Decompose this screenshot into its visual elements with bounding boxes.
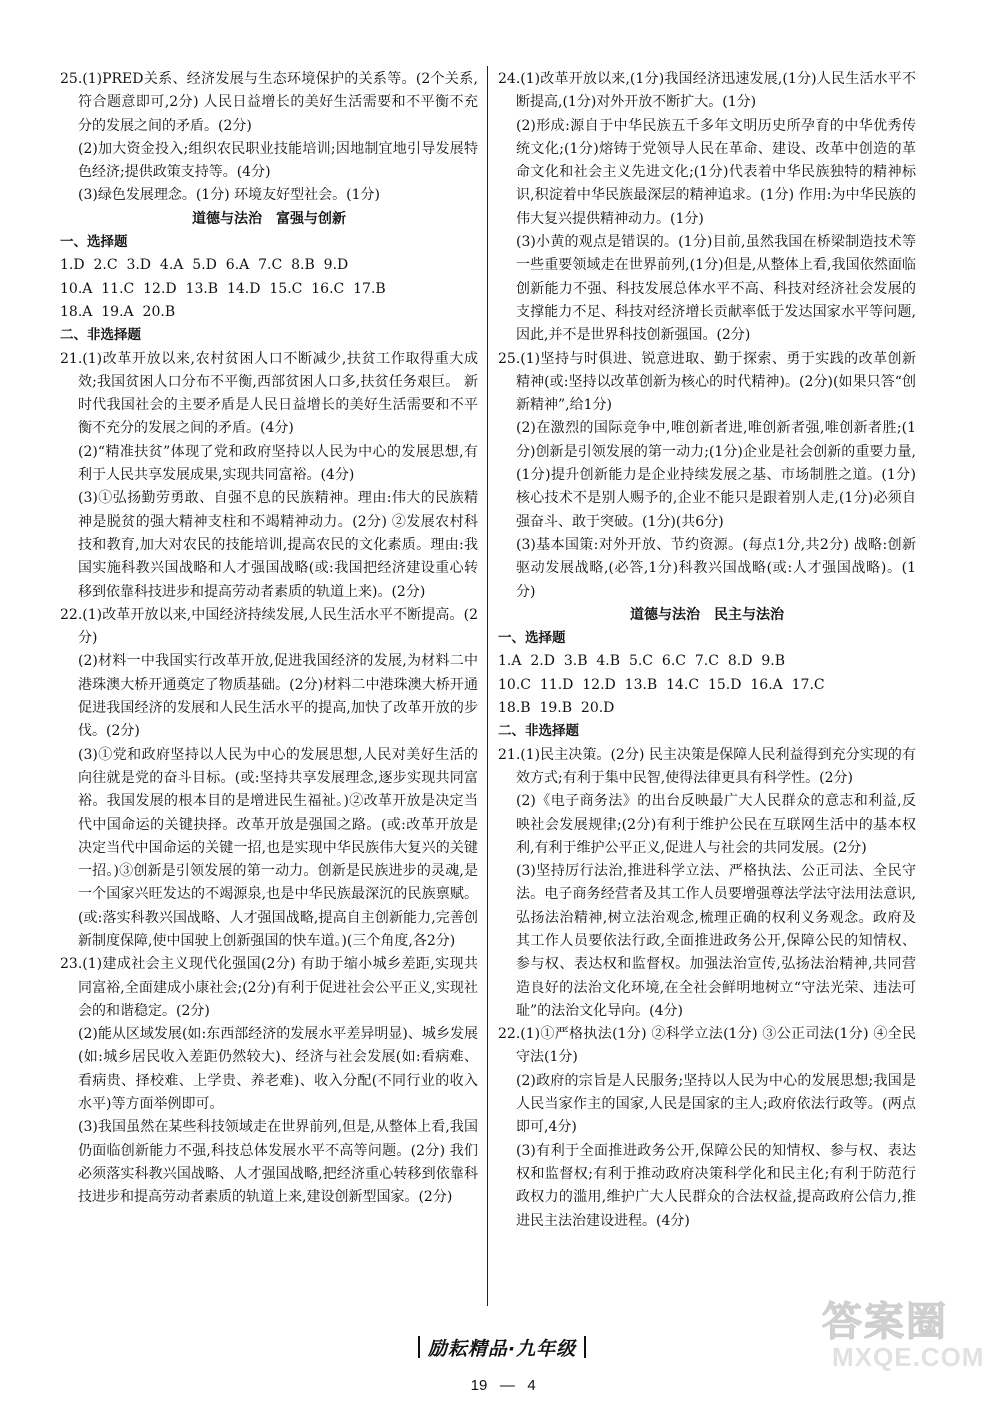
answer-21-3: (3)坚持厉行法治,推进科学立法、严格执法、公正司法、全民守法。电子商务经营者及其工作人员要增强尊法学法守法用法意识,弘扬法治精神,树立法治观念,梳理正确的权利义务观念。政府及其工作人员要依法行政,全面推进政务公开,保障公民的知情权、参与权、表达权和监督权。加强法治宣传,弘扬法治精神,共同营造良好的法治文化环境,在全社会鲜明地树立“守法光荣、违法可耻”的法治文化导向。(4分) <box>516 863 916 1019</box>
column-divider <box>487 66 488 1306</box>
answer-24-1: 24.(1)改革开放以来,(1分)我国经济迅速发展,(1分)人民生活水平不断提高,(1分)对外开放不断扩大。(1分) <box>498 71 916 111</box>
answer-22-1: 22.(1)改革开放以来,中国经济持续发展,人民生活水平不断提高。(2分) <box>60 606 478 647</box>
answer-21-2: (2)《电子商务法》的出台反映最广大人民群众的意志和利益,反映社会发展规律;(2分)有利于维护公民在互联网生活中的基本权利,有利于维护公平正义,促进人与社会的共同发展。(2分) <box>516 793 916 856</box>
answer-25-3: (3)基本国策:对外开放、节约资源。(每点1分,共2分) 战略:创新驱动发展战略,(必答,1分)科教兴国战略(或:人才强国战略)。(1分) <box>516 536 916 600</box>
nonchoice-heading: 二、非选择题 <box>60 327 141 344</box>
choice-heading: 一、选择题 <box>60 234 128 251</box>
answer-21-1: 21.(1)民主决策。(2分) 民主决策是保障人民利益得到充分实现的有效方式;有利于集中民智,使得法律更具有科学性。(2分) <box>498 746 916 786</box>
answer-22-2: (2)材料一中我国实行改革开放,促进我国经济的发展,为材料二中港珠澳大桥开通奠定了物质基础。(2分)材料二中港珠澳大桥开通促进我国经济的发展和人民生活水平的提高,加快了改革开放的步伐。(2分) <box>78 653 478 740</box>
answer-25-2: (2)在激烈的国际竞争中,唯创新者进,唯创新者强,唯创新者胜;(1分)创新是引领发展的第一动力;(1分)企业是社会创新的重要力量,(1分)提升创新能力是企业持续发展之基、市场制胜之道。(1分)核心技术不是别人赐予的,企业不能只是跟着别人走,(1分)必须自强奋斗、敢于突破。(1分)(共6分) <box>516 420 916 530</box>
choice-heading: 一、选择题 <box>498 630 566 647</box>
watermark-logo <box>818 1290 993 1375</box>
answer-25-1: 25.(1)PRED关系、经济发展与生态环境保护的关系等。(2个关系,符合题意即可,2分) 人民日益增长的美好生活需要和不平衡不充分的发展之间的矛盾。(2分) <box>60 71 478 134</box>
brand-bar-right <box>584 1336 586 1358</box>
answer-22-2: (2)政府的宗旨是人民服务;坚持以人民为中心的发展思想;我国是人民当家作主的国家,人民是国家的主人;政府依法行政等。(两点即可,4分) <box>516 1072 916 1136</box>
answer-23-1: 23.(1)建成社会主义现代化强国(2分) 有助于缩小城乡差距,实现共同富裕,全面建成小康社会;(2分)有利于促进社会公平正义,实现社会的和谐稳定。(2分) <box>60 956 478 1019</box>
answer-25-2: (2)加大资金投入;组织农民职业技能培训;因地制宜地引导发展特色经济;提供政策支持等。(4分) <box>78 140 478 181</box>
answer-24-2: (2)形成:源自于中华民族五千多年文明历史所孕育的中华优秀传统文化;(1分)熔铸于党领导人民在革命、建设、改革中创造的革命文化和社会主义先进文化;(1分)代表着中华民族独特的精神标识,积淀着中华民族最深层的精神追求。(1分) 作用:为中华民族的伟大复兴提供精神动力。(1分) <box>516 117 916 227</box>
choice-line: 1.A 2.D 3.B 4.B 5.C 6.C 7.C 8.D 9.B <box>498 653 785 670</box>
nonchoice-heading: 二、非选择题 <box>498 723 579 740</box>
answer-21-1: 21.(1)改革开放以来,农村贫困人口不断减少,扶贫工作取得重大成效;我国贫困人口分布不平衡,西部贫困人口多,扶贫任务艰巨。 新时代我国社会的主要矛盾是人民日益增长的美好生活需要和不平衡不充分的发展之间的矛盾。(4分) <box>60 350 478 437</box>
answer-21-3: (3)①弘扬勤劳勇敢、自强不息的民族精神。理由:伟大的民族精神是脱贫的强大精神支柱和不竭精神动力。(2分) ②发展农村科技和教育,加大对农民的技能培训,提高农民的文化素质。理由:我国实施科教兴国战略和人才强国战略(或:我国把经济建设重心转移到依靠科技进步和提高劳动者素质的轨道上来)。(2分) <box>78 490 478 600</box>
choice-line: 18.B 19.B 20.D <box>498 700 615 717</box>
answer-22-3: (3)有利于全面推进政务公开,保障公民的知情权、参与权、表达权和监督权;有利于推动政府决策科学化和民主化;有利于防范行政权力的滥用,维护广大人民群众的合法权益,提高政府公信力,推进民主法治建设进程。(4分) <box>516 1142 916 1229</box>
brand-title: 励耘精品·九年级 <box>427 1338 577 1360</box>
choice-line: 1.D 2.C 3.D 4.A 5.D 6.A 7.C 8.B 9.D <box>60 257 349 274</box>
page-number-left: 19 <box>470 1377 488 1394</box>
answer-25-3: (3)绿色发展理念。(1分) 环境友好型社会。(1分) <box>78 187 380 204</box>
page-number: 19 — 4 <box>470 1377 536 1394</box>
answer-23-3: (3)我国虽然在某些科技领域走在世界前列,但是,从整体上看,我国仍面临创新能力不强,科技总体发展水平不高等问题。(2分) 我们必须落实科教兴国战略、人才强国战略,把经济重心转移到依靠科技进步和提高劳动者素质的轨道上来,建设创新型国家。(2分) <box>78 1119 478 1206</box>
section-title-democracy: 道德与法治 民主与法治 <box>630 606 784 623</box>
answer-22-3: (3)①党和政府坚持以人民为中心的发展思想,人民对美好生活的向往就是党的奋斗目标。(或:坚持共享发展理念,逐步实现共同富裕。我国发展的根本目的是增进民生福祉。)②改革开放是决定当代中国命运的关键抉择。改革开放是强国之路。(或:改革开放是决定当代中国命运的关键一招,也是实现中华民族伟大复兴的关键一招。)③创新是引领发展的第一动力。创新是民族进步的灵魂,是一个国家兴旺发达的不竭源泉,也是中华民族最深沉的民族禀赋。(或:落实科教兴国战略、人才强国战略,提高自主创新能力,完善创新制度保障,使中国驶上创新强国的快车道。)(三个角度,各2分) <box>78 746 478 949</box>
brand-bar-left <box>418 1336 420 1358</box>
left-column <box>60 68 478 1210</box>
right-column <box>498 68 916 1233</box>
watermark-sub-text: MXQE.COM <box>832 1342 985 1372</box>
answer-24-3: (3)小黄的观点是错误的。(1分)目前,虽然我国在桥梁制造技术等一些重要领域走在世界前列,(1分)但是,从整体上看,我国依然面临创新能力不强、科技发展总体水平不高、科技对经济社会发展的支撑能力不足、科技对经济增长贡献率低于发达国家水平等问题,因此,并不是世界科技创新强国。(2分) <box>516 234 916 344</box>
answer-25-1: 25.(1)坚持与时俱进、锐意进取、勤于探索、勇于实践的改革创新精神(或:坚持以改革创新为核心的时代精神)。(2分)(如果只答“创新精神”,给1分) <box>498 350 916 414</box>
choice-line: 10.A 11.C 12.D 13.B 14.D 15.C 16.C 17.B <box>60 280 386 297</box>
page-number-right: 4 <box>527 1377 536 1394</box>
watermark-main-text: 答案圈 <box>822 1299 948 1345</box>
answer-22-1: 22.(1)①严格执法(1分) ②科学立法(1分) ③公正司法(1分) ④全民守法(1分) <box>498 1026 916 1066</box>
section-title-prosperity: 道德与法治 富强与创新 <box>192 210 346 227</box>
answer-23-2: (2)能从区域发展(如:东西部经济的发展水平差异明显)、城乡发展(如:城乡居民收入差距仍然较大)、经济与社会发展(如:看病难、看病贵、择校难、上学贵、养老难)、收入分配(不同行业的收入水平)等方面举例即可。 <box>78 1026 478 1113</box>
choice-line: 10.C 11.D 12.D 13.B 14.C 15.D 16.A 17.C <box>498 676 825 693</box>
answer-21-2: (2)“精准扶贫”体现了党和政府坚持以人民为中心的发展思想,有利于人民共享发展成果,实现共同富裕。(4分) <box>78 443 478 484</box>
choice-line: 18.A 19.A 20.B <box>60 303 176 320</box>
